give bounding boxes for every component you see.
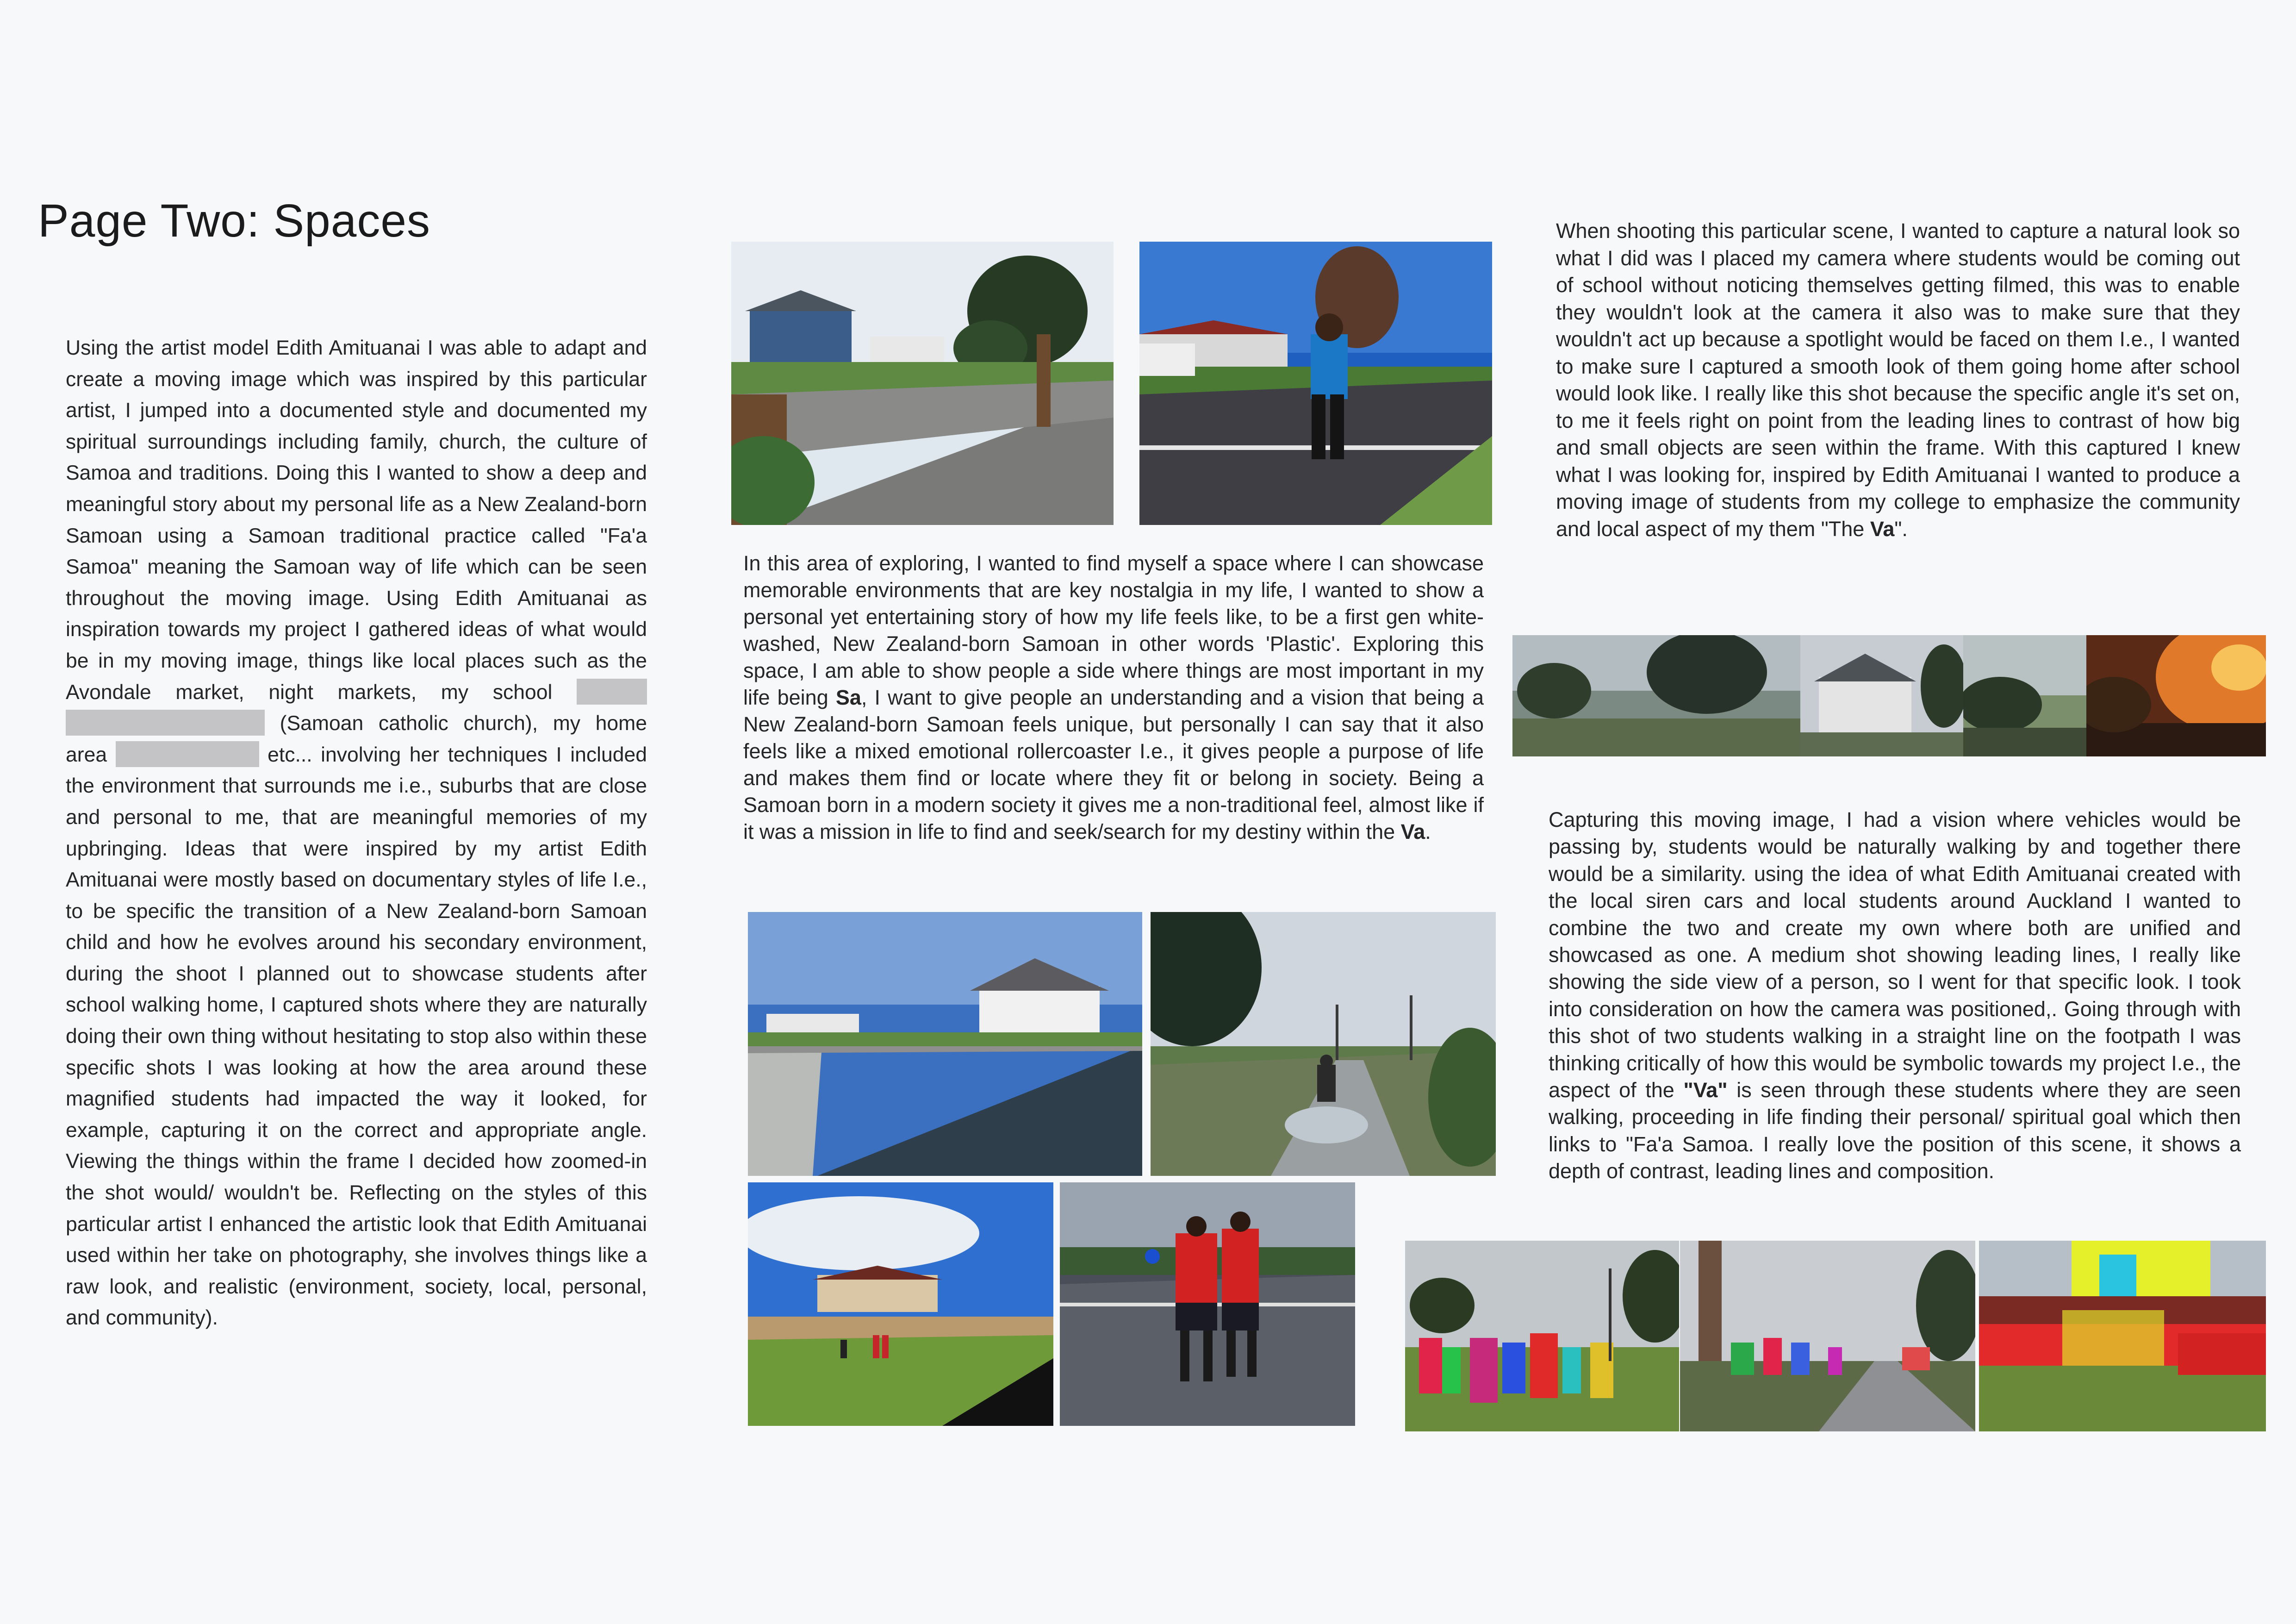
filmstrip-frame-4 bbox=[2086, 635, 2266, 756]
emphasis-va: Va bbox=[1870, 517, 1895, 541]
photo-street-corner bbox=[731, 242, 1114, 525]
capturing-text-2: is seen through these students where they are seen walking, proceeding in life finding their personal/ spiritual goal which then links to "Fa'a Samoa. I really love the position of this scene, it shows a depth of contrast, leading lines and composition. bbox=[1549, 1078, 2241, 1183]
photo-students-crossing bbox=[1060, 1182, 1355, 1426]
photo-wet-footpath bbox=[1151, 912, 1496, 1176]
intro-text-part3: etc... involving her techniques I included the environment that surrounds me i.e., suburbs that are close and personal to me, that are meaningful memories of my upbringing. Ideas that were inspired by my artist Edith Amituanai were mostly based on documentary styles of life I.e., to be specific the transition of a New Zealand-born Samoan child and how he evolves around his secondary environment, during the shoot I planned out to showcase students after school walking home, I captured shots where they are naturally doing their own thing without hesitating to stop also within these specific shots I was looking at how the area around these magnified students had impacted the way it looked, for example, capturing it on the correct and appropriate angle. Viewing the things within the frame I decided how zoomed-in the shot would/ wouldn't be. Reflecting on the styles of this particular artist I enhanced the artistic look that Edith Amituanai used within her take on photography, she involves things like a raw look, and realistic (environment, society, local, personal, and community). bbox=[66, 743, 647, 1330]
intro-text-part1: Using the artist model Edith Amituanai I was able to adapt and create a moving image which was inspired by this particular artist, I jumped into a documented style and documented my spiritual surroundings including family, church, the culture of Samoa and traditions. Doing this I wanted to show a deep and meaningful story about my personal life as a New Zealand-born Samoan using a Samoan traditional practice called "Fa'a Samoa" meaning the Samoan way of life which can be seen throughout the moving image. Using Edith Amituanai as inspiration towards my project I gathered ideas of what would be in my moving image, things like local places such as the Avondale market, night markets, my school bbox=[66, 337, 647, 704]
photo-person-walking bbox=[1139, 242, 1492, 525]
photo-glitch-students-1 bbox=[1405, 1241, 1679, 1431]
exploring-text-2: , I want to give people an understanding and a vision that being a New Zealand-born Samoan feels unique, but personally I can say that it also feels like a mixed emotional rollercoaster I.e., it gives people a purpose of life and makes them find or locate where they fit or belong in society. Being a Samoan born in a modern society it gives me a non-traditional feel, almost like if it was a mission in life to find and seek/search for my destiny within the bbox=[743, 686, 1484, 843]
redaction-block bbox=[116, 741, 259, 767]
redaction-block bbox=[577, 679, 647, 705]
capturing-paragraph bbox=[1549, 806, 2241, 1185]
filmstrip-frame-2 bbox=[1800, 635, 1963, 756]
shooting-paragraph bbox=[1556, 218, 2240, 543]
exploring-text-1: In this area of exploring, I wanted to find myself a space where I can showcase memorable environments that are key nostalgia in my life, I wanted to show a personal yet entertaining story of how my life feels like, to be a first gen white-washed, New Zealand-born Samoan in other words 'Plastic'. Exploring this space, I am able to show people a side where things are most important in my life being bbox=[743, 551, 1484, 709]
exploring-text-3: . bbox=[1425, 820, 1431, 843]
filmstrip-frame-3 bbox=[1963, 635, 2086, 756]
capturing-text-1: Capturing this moving image, I had a vision where vehicles would be passing by, students would be naturally walking by and together there would be a similarity. using the idea of what Edith Amituanai created with the local siren cars and local students around Auckland I wanted to combine the two and create my own where both are unified and showcased as one. A medium shot showing leading lines, I really like showing the side view of a person, so I went for that specific look. I took into consideration on how the camera was positioned,. Going through with this shot of two students walking in a straight line on the footpath I was thinking critically of how this would be symbolic towards my project I.e., the aspect of the bbox=[1549, 808, 2241, 1102]
filmstrip-frame-1 bbox=[1512, 635, 1800, 756]
exploring-paragraph bbox=[743, 550, 1484, 845]
redaction-block bbox=[66, 710, 265, 736]
shooting-text-2: ". bbox=[1894, 517, 1908, 541]
photo-empty-road bbox=[748, 912, 1142, 1176]
emphasis-sa: Sa bbox=[835, 686, 861, 709]
photo-field-children bbox=[748, 1182, 1053, 1426]
intro-paragraph bbox=[66, 332, 647, 1334]
photo-glitch-siren-car bbox=[1979, 1241, 2266, 1431]
page-title: Page Two: Spaces bbox=[38, 195, 431, 247]
photo-glitch-students-2 bbox=[1680, 1241, 1975, 1431]
emphasis-va: "Va" bbox=[1683, 1078, 1728, 1102]
emphasis-va: Va bbox=[1400, 820, 1425, 843]
intro-text-part2: (Samoan catholic church), my home area bbox=[66, 712, 647, 766]
shooting-text-1: When shooting this particular scene, I wanted to capture a natural look so what I did was I placed my camera where students would be coming out of school without noticing themselves getting filmed, this was to enable they wouldn't look at the camera it also was to make sure that they wouldn't act up because a spotlight would be faced on them I.e., I wanted to make sure I captured a smooth look of them going home after school would look like. I really like this shot because the specific angle it's set on, to me it feels right on point from the leading lines to contrast of how big and small objects are seen within the frame. With this captured I knew what I was looking for, inspired by Edith Amituanai I wanted to produce a moving image of students from my college to emphasize the community and local aspect of my them "The bbox=[1556, 219, 2240, 541]
